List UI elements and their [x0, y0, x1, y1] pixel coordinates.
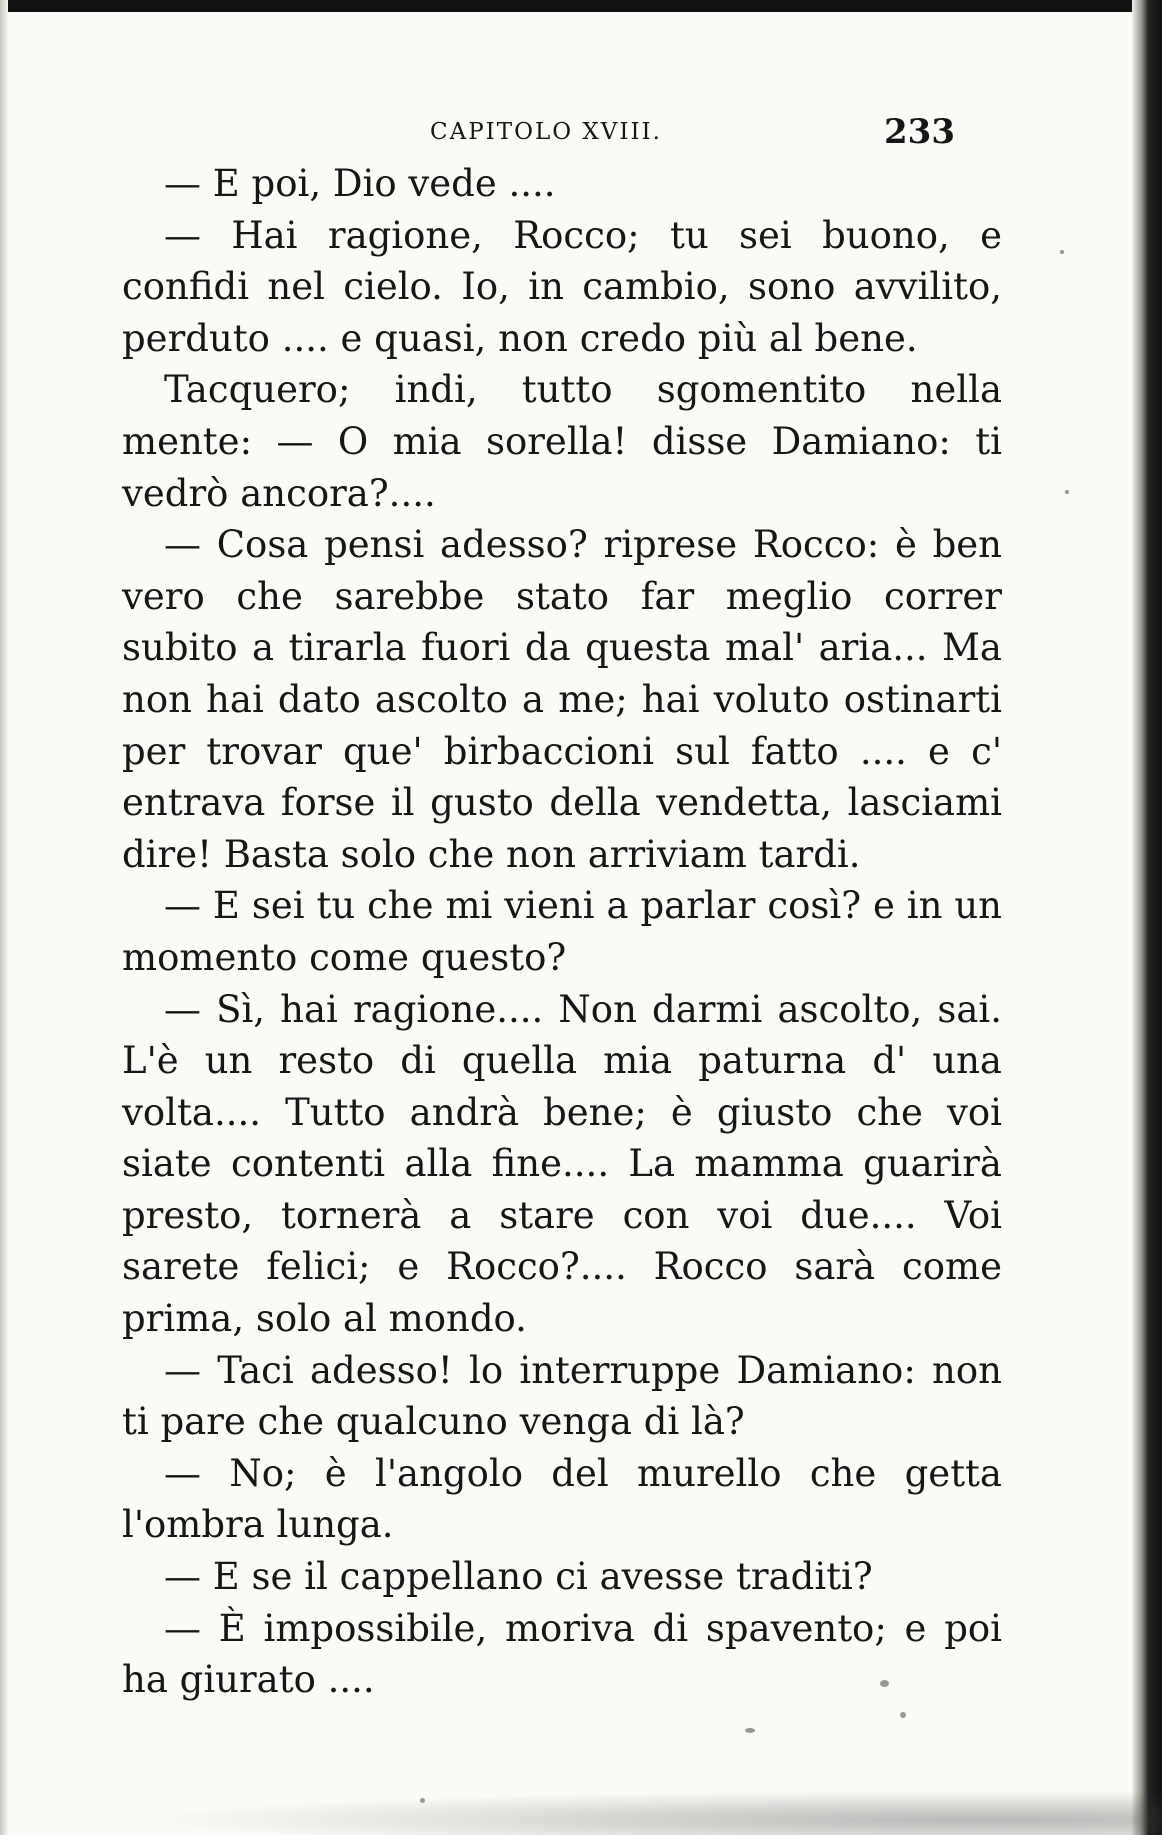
page-top-edge	[0, 0, 1162, 12]
paragraph-2: — Hai ragione, Rocco; tu sei buono, e confidi nel cielo. Io, in cambio, sono avvilito, perduto .... e quasi, non credo più al bene.	[122, 213, 1002, 360]
ink-speck	[880, 1680, 889, 1687]
page-number: 233	[884, 112, 955, 152]
chapter-title: CAPITOLO XVIII.	[430, 119, 662, 145]
paragraph-8: — No; è l'angolo del murello che getta l'ombra lunga.	[122, 1451, 1002, 1547]
paragraph-1: — E poi, Dio vede ....	[164, 162, 556, 205]
ink-speck	[1060, 250, 1064, 254]
paragraph-7: — Taci adesso! lo interruppe Damiano: non ti pare che qualcuno venga di là?	[122, 1348, 1002, 1444]
page-bottom-stain	[0, 1785, 1162, 1835]
page-binding-shadow	[1132, 0, 1162, 1835]
page-left-edge	[0, 0, 8, 1835]
running-head	[0, 112, 1162, 152]
paragraph-4: — Cosa pensi adesso? riprese Rocco: è ben vero che sarebbe stato far meglio correr subito a tirarla fuori da questa mal' aria... Ma non hai dato ascolto a me; hai voluto ostinarti per trovar que' birbaccioni sul fatto .... e c' entrava forse il gusto della vendetta, lasciami dire! Basta solo che non arriviam tardi.	[122, 523, 1002, 876]
ink-speck	[1065, 490, 1069, 494]
paragraph-3: Tacquero; indi, tutto sgomentito nella mente: — O mia sorella! disse Damiano: ti vedrò ancora?....	[122, 368, 1002, 515]
ink-speck	[420, 1798, 425, 1803]
paragraph-10: — È impossibile, moriva di spavento; e poi ha giurato ....	[122, 1606, 1002, 1702]
ink-speck	[900, 1712, 906, 1718]
paragraph-9: — E se il cappellano ci avesse traditi?	[164, 1555, 873, 1599]
paragraph-6: — Sì, hai ragione.... Non darmi ascolto, sai. L'è un resto di quella mia paturna d' una volta.... Tutto andrà bene; è giusto che voi siate contenti alla fine.... La mamma guarirà presto, tornerà a stare con voi due.... Voi sarete felici; e Rocco?.... Rocco sarà come prima, solo al mondo.	[122, 987, 1002, 1341]
paragraph-5: — E sei tu che mi vieni a parlar così? e in un momento come questo?	[122, 884, 1002, 979]
ink-speck	[745, 1728, 755, 1733]
body-text	[122, 158, 1002, 1706]
